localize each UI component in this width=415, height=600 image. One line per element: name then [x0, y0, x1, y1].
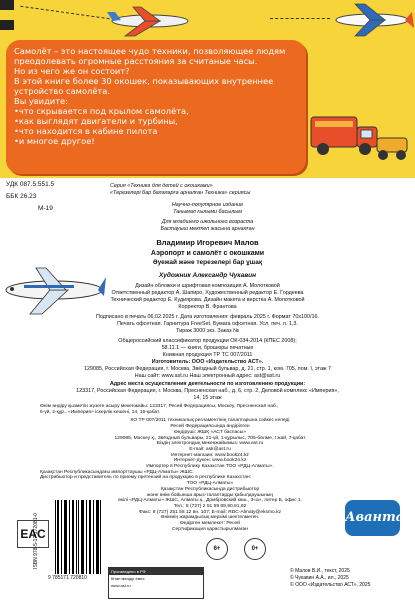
plane-illustration — [330, 2, 415, 38]
publisher-logo: Аванта — [345, 500, 400, 536]
kz-line: Интернет-магазин: www.book24.kz — [171, 452, 249, 458]
intro-line: Самолёт – это настоящее чудо техники, позволяющее людям — [14, 46, 286, 56]
info-line: www.ast.ru — [111, 583, 131, 588]
kz-line: 6-үй, 2-құр., «Империя» іскерлік кешені, 14, 15-қабат. — [40, 409, 161, 415]
kz-line: КО ТР 007/2011 техникалық регламентінің талаптарына сәйкес келеді — [130, 418, 290, 424]
intro-text-box — [6, 40, 306, 174]
author-mark: М-19 — [38, 205, 53, 212]
kz-line: Өндірген мемлекет: Ресей — [179, 521, 240, 527]
print-line: Печать офсетная. Гарнитура FreeSet. Бумага офсетная. Усл. печ. л. 1,3. — [117, 321, 298, 327]
credit-line: Дизайн обложки и шрифтовая композиция А. Молотковой — [135, 283, 280, 289]
activity-line: 14, 15 этаж — [193, 395, 222, 401]
kz-line: Импортер в Республику Казахстан ТОО «РДЦ-Алматы». — [146, 464, 274, 470]
kz-line: Сертификация қарастырылмаған — [172, 526, 248, 532]
copyright-line: © ООО «Издательство АСТ», 2025 — [290, 582, 371, 588]
udk: УДК 087.5:551.5 — [6, 181, 55, 188]
stripe — [0, 0, 14, 10]
okp-line: Книжная продукция ТР ТС 007/2011 — [162, 352, 253, 358]
series-line: Серия «Техника для детей с окошками» — [110, 183, 213, 189]
bbk: ББК 26.23 — [6, 193, 37, 200]
intro-line: •и многое другое! — [14, 136, 95, 146]
kz-line: өкілі «РДЦ-Алматы» ЖШС, Алматы қ., Домбровский көш., 3«а», литер Б, офис 1. — [118, 498, 302, 504]
series-line: «Терезелері бар балаларға арналған Техника» сериясы — [110, 190, 251, 196]
book-title: Аэропорт и самолёт с окошками — [150, 250, 265, 257]
isbn-text: ISBN 978-5-17-172081-0 — [32, 513, 39, 569]
kz-line: ТОО «РДЦ-Алматы» — [186, 481, 234, 487]
activity-line: 123317, Российская Федерация, г. Москва, Пресненская наб., д. 6, стр. 2, Деловой комплекс «Империя», — [76, 388, 339, 394]
kz-line: Қазақстан Республикасындағы импорттаушы «РДЦ-Алматы» ЖШС. — [40, 469, 194, 475]
activity-label: Адрес места осуществления деятельности по изготовлению продукции: — [109, 381, 306, 387]
truck-illustration — [307, 105, 382, 160]
credit-line: Ответственный редактор А. Шапиро. Художественный редактор Е. Гордеева — [111, 290, 304, 296]
dashed-path — [20, 6, 109, 20]
intro-line: •что скрывается под крылом самолёта, — [14, 106, 189, 116]
kz-line: Өндіруші: ЖШҚ «АСТ баспасы» — [174, 429, 246, 435]
age-badge: 0+ — [244, 538, 266, 560]
manufacturer-line: Наш сайт: www.ast.ru Наш электронный адрес: ast@ast.ru — [134, 373, 281, 379]
kz-line: Өнім өндіру қызметін жүзеге асыру мекенжайы: 123317, Ресей Федерациясы, Мәскеу, Пресненская наб., — [40, 404, 279, 409]
kz-line: Ресей Федерациясында өндірілген — [170, 424, 250, 430]
cover-illustration — [0, 0, 415, 178]
manufacturer-label: Изготовитель: ООО «Издательство АСТ». — [151, 359, 264, 365]
plane-illustration — [105, 4, 195, 38]
eac-mark: EAC — [17, 520, 49, 548]
intro-line: устройство самолёта. — [14, 86, 110, 96]
kz-line: Қазақстан Республикасында дистрибьютор — [160, 486, 260, 492]
intro-line: Вы увидите: — [14, 96, 68, 106]
product-info-box — [108, 567, 204, 599]
kz-line: Біздің электрондық мекенжайымыз: www.ast.ru — [156, 441, 264, 447]
side-url-strip — [0, 480, 8, 600]
artist: Художник Александр Чукавин — [158, 272, 257, 279]
edition-line: Бастауыш мектеп жасына арналған — [160, 226, 255, 232]
intro-line: •что находится в кабине пилота — [14, 126, 158, 136]
kz-line: Факс: 8 (727) 251 58 12 вн. 107; E-mail: RDC-Almaty@eksmo.kz — [138, 509, 282, 515]
manufacturer-line: 129085, Российская Федерация, г. Москва, Звёздный бульвар, д. 21, стр. 1, ком. 705, пом. I, этаж 7 — [83, 366, 332, 372]
edition-line: Для младшего школьного возраста — [161, 219, 254, 225]
stripe — [0, 30, 14, 40]
info-line: Кітап мөлдір емес — [111, 576, 145, 581]
kz-line: Өнімнің жарамдылық мерзімі шектелмеген. — [160, 515, 260, 521]
kz-line: Интернет-дүкен: www.book24.kz — [173, 458, 247, 464]
info-line: Произведено в РФ — [109, 568, 203, 575]
copyright-block — [290, 568, 370, 589]
copyright-line: © Чукавин А.А., ил., 2025 — [290, 575, 349, 581]
print-line: Тираж 3000 экз. Заказ № — [176, 328, 239, 334]
tug-illustration — [373, 128, 413, 163]
kz-line: E-mail: ask@ast.ru — [189, 446, 231, 452]
credit-line: Корректор В. Фрaнтова — [178, 304, 237, 310]
intro-line: Но из чего же он состоит? — [14, 66, 130, 76]
print-line: Подписано в печать 06.02.2025 г. Дата изготовления: февраль 2025 г. Формат 70х100/16. — [95, 314, 320, 320]
intro-line: преодолевать огромные расстояния за считаные часы. — [14, 56, 258, 66]
kz-line: 129085, Мәскеу қ., Звёздный бульвары, 21-үй, 1-құрылыс, 705-бөлме, I жай, 7-қабат — [114, 435, 306, 441]
edition-line: Танымал ғылыми басылым — [173, 209, 242, 215]
book-title-kz: Әуежай және терезелері бар ұшақ — [152, 259, 263, 266]
okp-line: 58.11.1 — книги, брошюры печатные — [161, 345, 254, 351]
barcode-number: 9 785171 720810 — [48, 575, 87, 581]
age-badge: 6+ — [206, 538, 228, 560]
kz-line: Тел.: 8 (727) 2 51 59 89,90,91,92 — [173, 503, 247, 509]
credit-line: Технический редактор Е. Кудиярова. Дизайн макета и верстка А. Молотковой — [110, 297, 305, 303]
kz-line: Дистрибьютор и представитель по приему претензий на продукцию в республике Казахстан: — [40, 475, 252, 481]
okp-line: Общероссийский классификатор продукции ОК-034-2014 (КПЕС 2008); — [118, 338, 297, 344]
barcode-image — [54, 500, 102, 574]
intro-line: В этой книге более 30 окошек, показывающих внутреннее — [14, 76, 274, 86]
edition-line: Научно-популярное издание — [171, 202, 244, 208]
intro-line: •как выглядят двигатели и турбины, — [14, 116, 178, 126]
dashed-path — [270, 18, 330, 19]
stripe — [0, 10, 14, 20]
author-name: Владимир Игоревич Малов — [156, 238, 259, 247]
kz-line: және өнім бойынша арыз-талаптарды қабылдаушының — [146, 492, 273, 498]
copyright-line: © Малов В.И., текст, 2025 — [290, 568, 350, 574]
stripe — [0, 20, 14, 30]
